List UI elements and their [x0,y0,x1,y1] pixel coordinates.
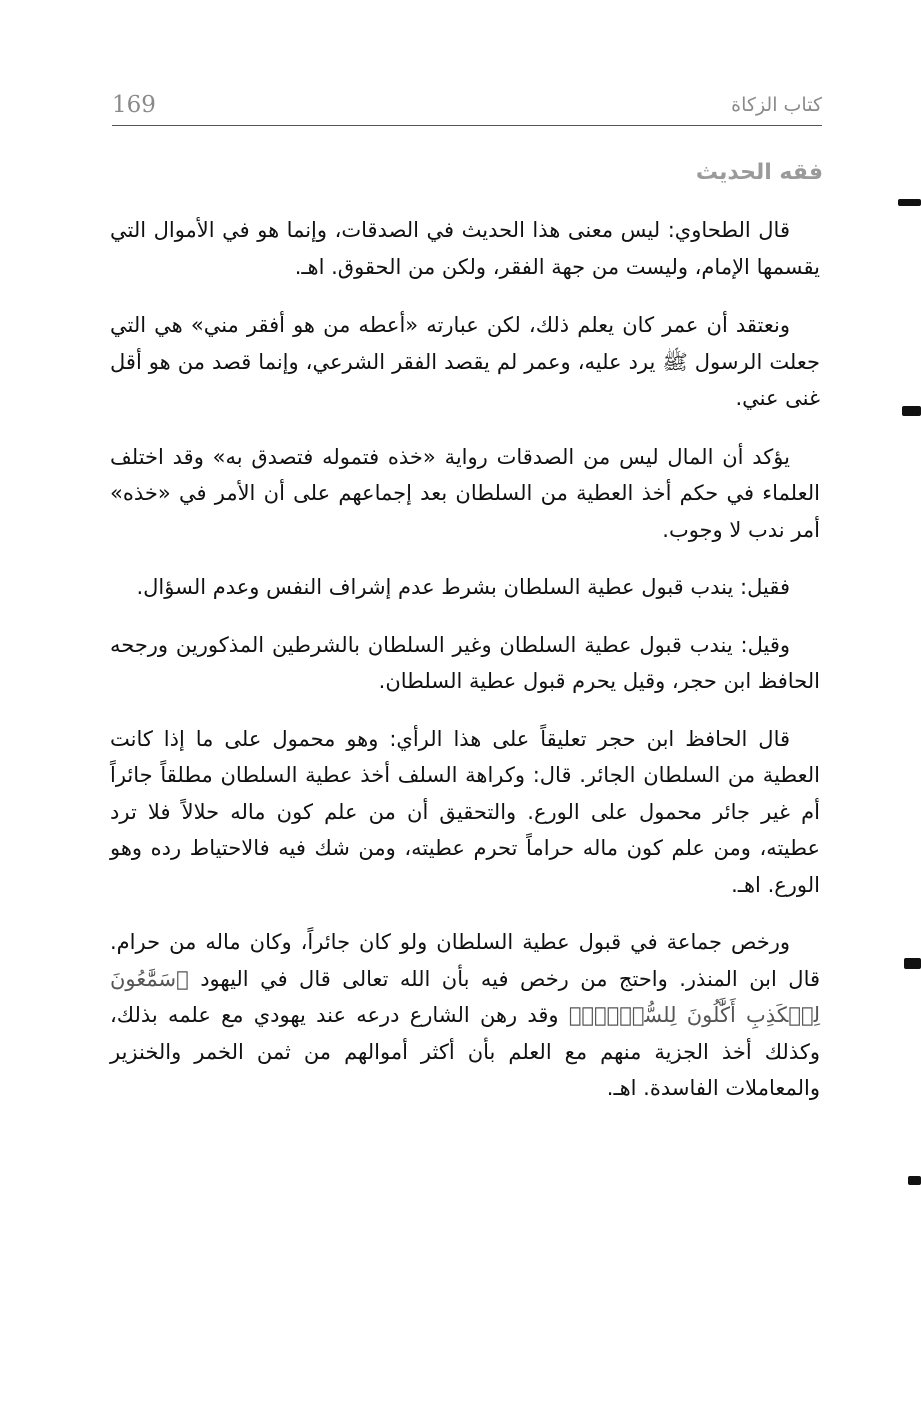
quran-verse: ﴿سَمَّٰعُونَ لِلۡكَذِبِ أَكَّٰلُونَ لِلسُّحۡتِۚ﴾ [110,966,820,1027]
header-rule [112,125,822,126]
running-title: كتاب الزكاة [731,94,822,116]
paragraph-5: وقيل: يندب قبول عطية السلطان وغير السلطان بالشرطين المذكورين ورجحه الحافظ ابن حجر، وقيل يحرم قبول عطية السلطان. [110,632,820,693]
paragraph-7 [110,924,820,1107]
scan-edge-mark [908,1176,921,1185]
section-heading: فقه الحديث [695,160,823,185]
paragraph-3: يؤكد أن المال ليس من الصدقات رواية «خذه فتموله فتصدق به» وقد اختلف العلماء في حكم أخذ العطية من السلطان بعد إجماعهم على أن الأمر في «خذه» أمر ندب لا وجوب. [110,444,820,542]
paragraph-6: قال الحافظ ابن حجر تعليقاً على هذا الرأي: وهو محمول على ما إذا كانت العطية من السلطان الجائر. قال: وكراهة السلف أخذ عطية السلطان مطلقاً جائراً أم غير جائر محمول على الورع. والتحقيق أن من علم كون ماله حلالاً فلا ترد عطيته، ومن علم كون ماله حراماً تحرم عطيته، ومن شك فيه فالاحتياط رده وهو الورع. اهـ. [110,726,820,897]
paragraph-2: ونعتقد أن عمر كان يعلم ذلك، لكن عبارته «أعطه من هو أفقر مني» هي التي جعلت الرسول ﷺ يرد عليه، وعمر لم يقصد الفقر الشرعي، وإنما قصد من هو أقل غنى عني. [110,313,820,410]
scan-edge-mark [898,199,921,206]
page-header [112,86,822,126]
page-number: 169 [112,92,156,118]
body-text [110,212,820,1128]
paragraph-7-part-2: وقد رهن الشارع درعه عند يهودي مع علمه بذلك، وكذلك أخذ الجزية منهم مع العلم بأن أكثر أموالهم من ثمن الخمر والخنزير والمعاملات الفاسدة. اهـ. [110,1003,820,1100]
paragraph-4: فقيل: يندب قبول عطية السلطان بشرط عدم إشراف النفس وعدم السؤال. [136,575,790,599]
paragraph-7-part-1: ورخص جماعة في قبول عطية السلطان ولو كان جائراً، وكان ماله من حرام. قال ابن المنذر. واحتج من رخص فيه بأن الله تعالى قال في اليهود [110,930,820,991]
scan-edge-mark [902,406,921,416]
paragraph-1: قال الطحاوي: ليس معنى هذا الحديث في الصدقات، وإنما هو في الأموال التي يقسمها الإمام، وليست من جهة الفقر، ولكن من الحقوق. اهـ. [110,218,820,279]
scan-edge-mark [904,958,921,969]
